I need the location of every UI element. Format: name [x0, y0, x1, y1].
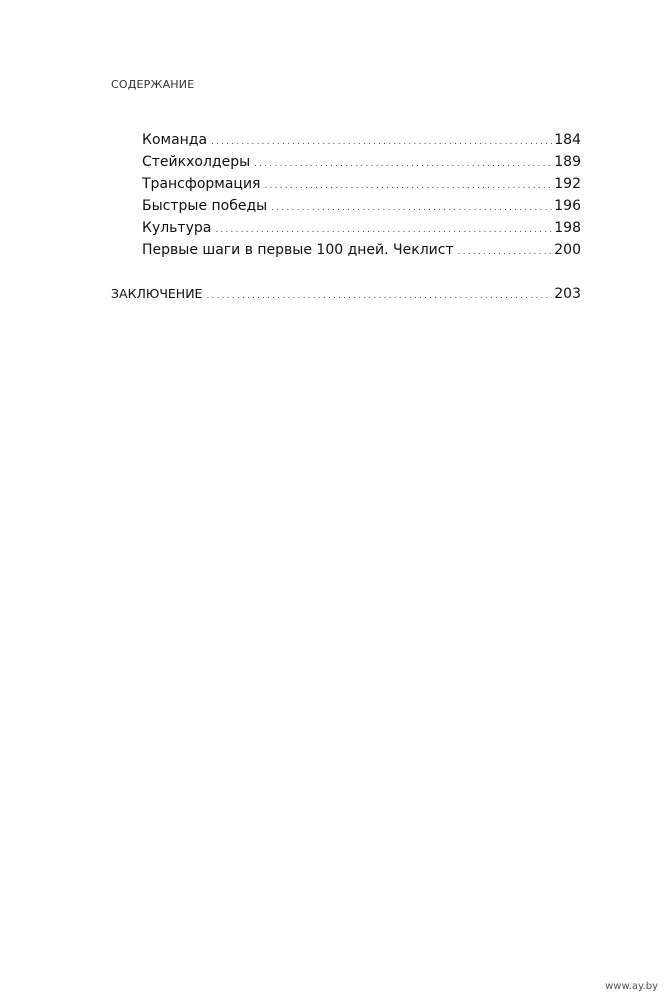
- toc-page-number: 196: [554, 198, 581, 214]
- toc-dot-leader: [213, 221, 552, 239]
- toc-dot-leader: [269, 199, 552, 217]
- toc-dot-leader: [252, 155, 552, 173]
- toc-entry-conclusion: [111, 285, 581, 305]
- toc-page-number: 198: [554, 220, 581, 236]
- toc-page-number: 192: [554, 176, 581, 192]
- toc-dot-leader: [262, 177, 552, 195]
- toc-page-number: 200: [554, 242, 581, 258]
- toc-dot-leader: [204, 287, 552, 305]
- toc-entry-title: Команда: [142, 132, 208, 148]
- running-head: СОДЕРЖАНИЕ: [111, 78, 195, 91]
- watermark: www.ay.by: [605, 981, 658, 992]
- toc-entry-title: ЗАКЛЮЧЕНИЕ: [111, 286, 203, 301]
- toc-entry-title: Быстрые победы: [142, 198, 268, 214]
- toc-entry-team: [142, 131, 581, 151]
- toc-page-number: 203: [554, 286, 581, 302]
- toc-entry-title: Стейкхолдеры: [142, 154, 251, 170]
- toc-entry-title: Первые шаги в первые 100 дней. Чеклист: [142, 242, 454, 258]
- toc-entry-transformation: [142, 175, 581, 195]
- toc-entry-stakeholders: [142, 153, 581, 173]
- toc-entry-title: Культура: [142, 220, 212, 236]
- toc-page-number: 189: [554, 154, 581, 170]
- toc-entry-culture: [142, 219, 581, 239]
- toc-entry-quick-wins: [142, 197, 581, 217]
- toc-entry-first-steps-checklist: [142, 241, 581, 261]
- toc-page-number: 184: [554, 132, 581, 148]
- toc-dot-leader: [209, 133, 552, 151]
- toc-entry-title: Трансформация: [142, 176, 261, 192]
- toc-dot-leader: [456, 243, 553, 261]
